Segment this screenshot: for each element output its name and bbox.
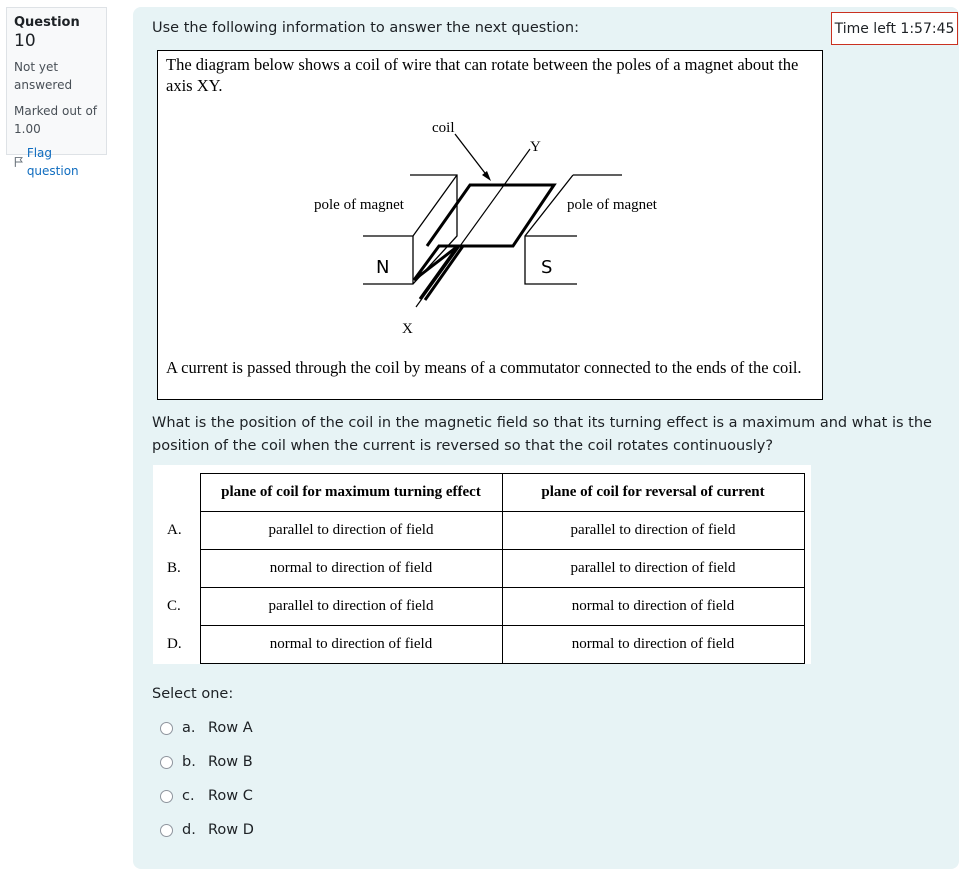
table-cell: parallel to direction of field bbox=[502, 512, 804, 550]
table-row bbox=[153, 588, 804, 626]
radio-button[interactable] bbox=[160, 756, 173, 769]
table-header-row bbox=[153, 474, 804, 512]
quiz-timer bbox=[831, 12, 958, 45]
row-label: A. bbox=[167, 522, 182, 538]
table-cell: normal to direction of field bbox=[200, 550, 502, 588]
pole-label-left: pole of magnet bbox=[314, 197, 404, 213]
flag-question-label: Flag question bbox=[26, 146, 79, 178]
answer-text: Row C bbox=[208, 788, 253, 804]
question-info-panel bbox=[6, 7, 107, 178]
row-label: D. bbox=[167, 636, 182, 652]
answer-option-a[interactable] bbox=[160, 720, 253, 736]
diagram-figure bbox=[157, 50, 823, 400]
flag-icon bbox=[14, 156, 24, 168]
flag-question-link[interactable] bbox=[14, 144, 99, 180]
answer-option-d[interactable] bbox=[160, 822, 254, 838]
y-axis-label: Y bbox=[530, 139, 541, 155]
answer-option-b[interactable] bbox=[160, 754, 253, 770]
answer-letter: b. bbox=[182, 754, 196, 770]
table-cell: parallel to direction of field bbox=[200, 588, 502, 626]
question-state: Not yet answered bbox=[14, 60, 73, 92]
timer-text: Time left 1:57:45 bbox=[834, 20, 955, 37]
question-heading bbox=[14, 14, 99, 52]
coil-label: coil bbox=[432, 120, 455, 136]
table-header: plane of coil for reversal of current bbox=[502, 474, 804, 512]
select-one-label: Select one: bbox=[152, 686, 234, 702]
table-cell: normal to direction of field bbox=[200, 626, 502, 664]
table-cell: parallel to direction of field bbox=[200, 512, 502, 550]
radio-button[interactable] bbox=[160, 824, 173, 837]
table-row bbox=[153, 512, 804, 550]
question-grade: Marked out of 1.00 bbox=[14, 104, 98, 136]
answer-letter: d. bbox=[182, 822, 196, 838]
question-number: 10 bbox=[14, 31, 36, 51]
question-label: Question bbox=[14, 15, 80, 30]
table-header: plane of coil for maximum turning effect bbox=[200, 474, 502, 512]
table-cell: normal to direction of field bbox=[502, 588, 804, 626]
coil-loop bbox=[414, 185, 554, 280]
answer-text: Row B bbox=[208, 754, 253, 770]
table-row bbox=[153, 550, 804, 588]
question-text: What is the position of the coil in the magnetic field so that its turning effect is a maximum and what is the position of the coil when the current is reversed so that the coil rotates continuously? bbox=[152, 415, 932, 454]
answer-text: Row A bbox=[208, 720, 253, 736]
north-label: N bbox=[376, 257, 390, 278]
row-label: C. bbox=[167, 598, 181, 614]
coil-pointer-arrow bbox=[455, 134, 488, 177]
options-table bbox=[153, 473, 805, 664]
options-table-wrapper bbox=[153, 465, 811, 664]
figure-text-bottom: A current is passed through the coil by means of a commutator connected to the ends of the coil. bbox=[166, 358, 802, 377]
radio-button[interactable] bbox=[160, 722, 173, 735]
answer-text: Row D bbox=[208, 822, 254, 838]
coil-magnet-diagram bbox=[158, 51, 822, 401]
row-label: B. bbox=[167, 560, 181, 576]
question-intro: Use the following information to answer the next question: bbox=[152, 20, 580, 36]
pole-label-right: pole of magnet bbox=[567, 197, 657, 213]
table-cell: normal to direction of field bbox=[502, 626, 804, 664]
answer-letter: c. bbox=[182, 788, 195, 804]
figure-text-top: The diagram below shows a coil of wire that can rotate between the poles of a magnet about the axis XY. bbox=[166, 55, 799, 95]
radio-button[interactable] bbox=[160, 790, 173, 803]
answer-letter: a. bbox=[182, 720, 196, 736]
table-row bbox=[153, 626, 804, 664]
x-axis-label: X bbox=[402, 321, 413, 337]
south-label: S bbox=[541, 257, 553, 278]
answer-option-c[interactable] bbox=[160, 788, 253, 804]
table-cell: parallel to direction of field bbox=[502, 550, 804, 588]
